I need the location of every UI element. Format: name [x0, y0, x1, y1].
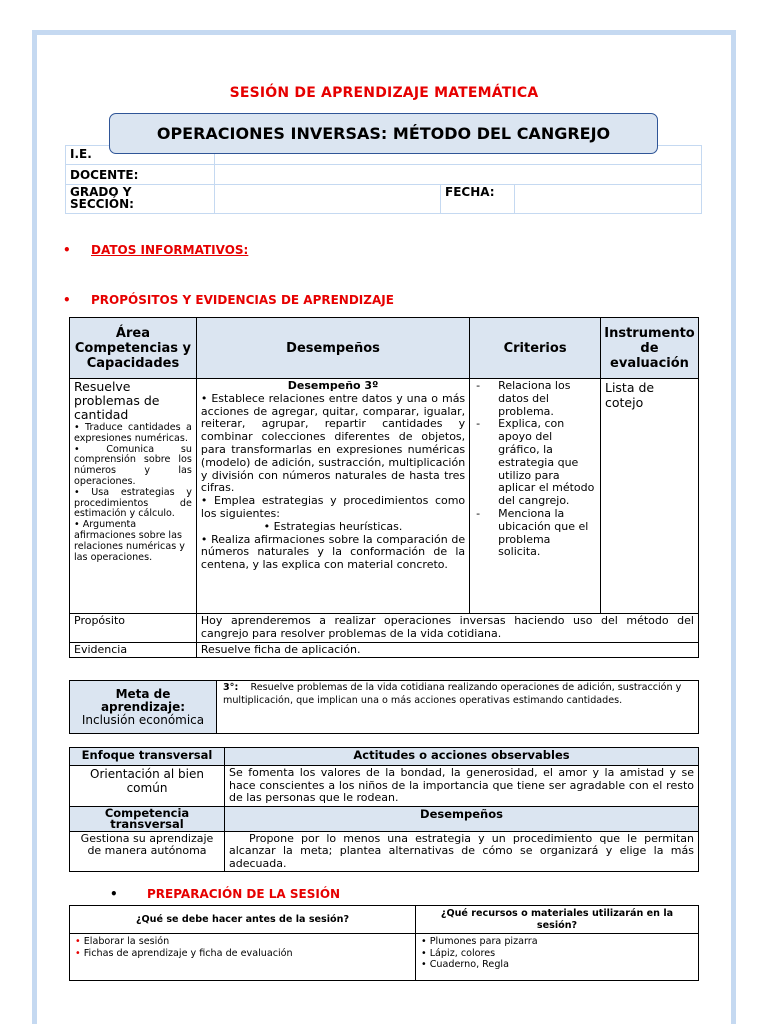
- competencia-cell: [70, 379, 197, 614]
- criterio-item: - Menciona la ubicación que el problema solicita.: [474, 508, 596, 559]
- evidencia-label: Evidencia: [70, 642, 197, 658]
- desempeno-item: • Establece relaciones entre datos y una o más acciones de agregar, quitar, comparar, igualar, reiterar, agrupar, repartir cantidades y combinar colecciones diferentes de objetos, para transformarlas en expresiones numéricas (modelo) de adición, sustracción, multiplicación y división con números naturales de hasta tres cifras.: [200, 391, 466, 495]
- proposito-text: Hoy aprenderemos a realizar operaciones inversas haciendo uso del método del cangrejo para resolver problemas de la vida cotidiana.: [196, 614, 698, 643]
- desempeno-item: • Emplea estrategias y procedimientos como los siguientes:: [200, 494, 466, 520]
- enfoque-header: Enfoque transversal: [70, 748, 225, 766]
- enfoque-table: [69, 747, 699, 872]
- grado-value: [215, 185, 441, 214]
- recurso-item: • Cuaderno, Regla: [421, 959, 509, 970]
- col-area: Área Competencias y Capacidades: [70, 318, 197, 379]
- competencia-transversal-text: Propone por lo menos una estrategia y un procedimiento que le permitan alcanzar la meta; plantea alternativas de cómo se organizará y elige la más adecuada.: [225, 831, 699, 872]
- col-criterios: Criterios: [470, 318, 601, 379]
- capacidad-item: • Usa estrategias y procedimientos de estimación y cálculo.: [74, 486, 192, 520]
- bullet-icon: •: [75, 947, 81, 959]
- criterios-cell: [470, 379, 601, 614]
- capacidad-item: • Argumenta afirmaciones sobre las relaciones numéricas y las operaciones.: [74, 519, 185, 563]
- capacidad-item: • Traduce cantidades a expresiones numéricas.: [74, 422, 192, 444]
- bullet-icon: •: [63, 293, 71, 307]
- docente-label: DOCENTE:: [66, 165, 215, 185]
- bullet-icon: •: [75, 936, 81, 947]
- desempeno-item: • Estrategias heurísticas.: [263, 519, 403, 533]
- info-table: [65, 145, 702, 214]
- docente-value: [215, 165, 702, 185]
- recursos-cell: [416, 934, 699, 981]
- fecha-label: FECHA:: [441, 185, 515, 214]
- antes-item: • Fichas de aprendizaje y ficha de evaluación: [75, 947, 293, 959]
- desempeno-title: Desempeño 3º: [287, 379, 379, 392]
- desempenos-transversal-header: Desempeños: [225, 806, 699, 831]
- desempeno-item: • Realiza afirmaciones sobre la comparación de números naturales y la conformación de la centena, y las explica con material concreto.: [200, 532, 466, 572]
- actitudes-header: Actitudes o acciones observables: [225, 748, 699, 766]
- competencia-transversal: Gestiona su aprendizaje de manera autónoma: [70, 831, 225, 872]
- enfoque-text: Se fomenta los valores de la bondad, la generosidad, el amor y la amistad y se hace conscientes a los niños de la importancia que tiene ser agradable con el resto de las personas que le rodean.: [225, 766, 699, 807]
- meta-text-cell: 3°: Resuelve problemas de la vida cotidiana realizando operaciones de adición, sustracción y multiplicación, que implican una o más acciones operativas estimando cantidades.: [217, 681, 699, 734]
- bullet-icon: •: [110, 887, 118, 901]
- antes-header: ¿Qué se debe hacer antes de la sesión?: [70, 906, 416, 934]
- proposito-label: Propósito: [70, 614, 197, 643]
- meta-table: [69, 680, 699, 734]
- ie-label: I.E.: [66, 146, 215, 165]
- antes-item: • Elaborar la sesión: [75, 936, 170, 947]
- col-desempenos: Desempeños: [196, 318, 469, 379]
- session-title: OPERACIONES INVERSAS: MÉTODO DEL CANGREJO: [156, 124, 611, 143]
- evidencia-text: Resuelve ficha de aplicación.: [196, 642, 698, 658]
- session-title-box: [109, 113, 658, 154]
- recursos-header: ¿Qué recursos o materiales utilizarán en la sesión?: [416, 906, 699, 934]
- bullet-icon: •: [63, 243, 71, 257]
- fecha-value: [515, 185, 702, 214]
- desempenos-cell: [196, 379, 469, 614]
- preparacion-table: [69, 905, 699, 981]
- grado-label: GRADO Y SECCIÓN:: [66, 185, 215, 214]
- competencia-transversal-header: Competencia transversal: [70, 806, 225, 831]
- antes-cell: [70, 934, 416, 981]
- recurso-item: • Lápiz, colores: [421, 947, 496, 959]
- competencia-name: Resuelve problemas de cantidad: [74, 379, 160, 422]
- recurso-item: • Plumones para pizarra: [421, 936, 538, 947]
- criterio-item: - Explica, con apoyo del gráfico, la estrategia que utilizo para aplicar el método del cangrejo.: [474, 418, 596, 508]
- propositos-table: [69, 317, 699, 658]
- criterio-item: - Relaciona los datos del problema.: [474, 380, 596, 418]
- section-datos: • DATOS INFORMATIVOS:: [63, 243, 249, 257]
- section-preparacion: • PREPARACIÓN DE LA SESIÓN: [110, 887, 341, 901]
- page-title: SESIÓN DE APRENDIZAJE MATEMÁTICA: [229, 85, 539, 101]
- instrumento-cell: Lista de cotejo: [600, 379, 698, 614]
- capacidad-item: • Comunica su comprensión sobre los números y las operaciones.: [74, 443, 192, 487]
- col-instrumento: Instrumento de evaluación: [600, 318, 698, 379]
- section-propositos: • PROPÓSITOS Y EVIDENCIAS DE APRENDIZAJE: [63, 293, 394, 307]
- meta-label-cell: Meta de aprendizaje: Inclusión económica: [70, 681, 217, 734]
- enfoque-name: Orientación al bien común: [70, 766, 225, 807]
